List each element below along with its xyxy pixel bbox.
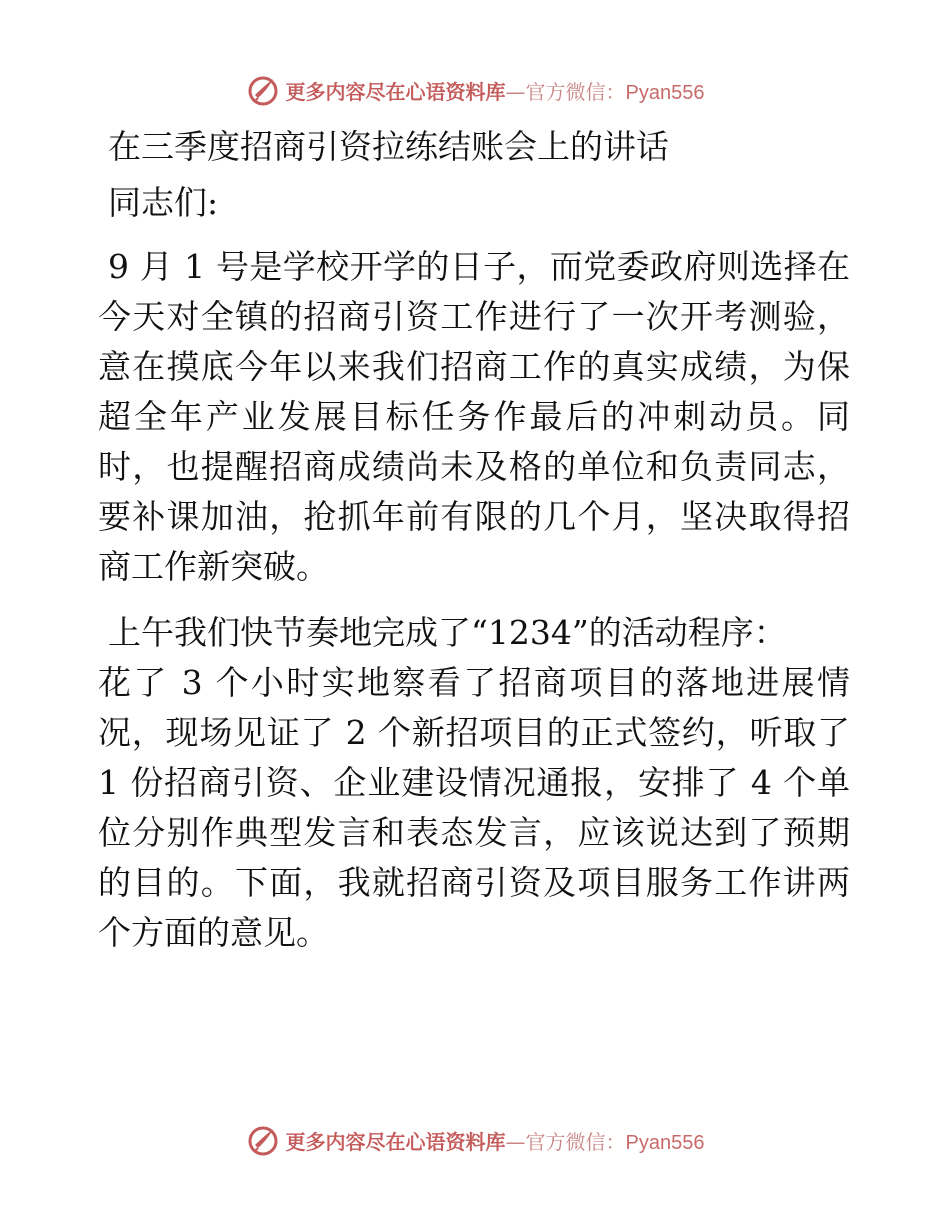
paragraph-line: 个方面的意见。 [98, 913, 329, 952]
watermark-dash: — [505, 1129, 526, 1154]
paragraph-line: 1 份招商引资、企业建设情况通报，安排了 4 个单 [98, 763, 850, 802]
watermark-official: 官方微信： [525, 1129, 626, 1154]
document-salutation: 同志们: [108, 183, 219, 222]
watermark-brand: 更多内容尽在心语资料库 [285, 1129, 506, 1154]
paragraph-1 [98, 242, 850, 592]
paragraph-line: 要补课加油，抢抓年前有限的几个月，坚决取得招 [98, 497, 850, 536]
paragraph-line: 上午我们快节奏地完成了“1234”的活动程序： [108, 613, 787, 652]
watermark-text [286, 1126, 705, 1155]
watermark-dash: — [505, 79, 526, 104]
paragraph-line: 超全年产业发展目标任务作最后的冲刺动员。同 [98, 397, 850, 436]
watermark-wechat-id: Pyan556 [625, 81, 705, 104]
paragraph-line: 意在摸底今年以来我们招商工作的真实成绩，为保 [98, 347, 850, 386]
paragraph-line: 今天对全镇的招商引资工作进行了一次开考测验， [98, 297, 850, 336]
paragraph-line: 况，现场见证了 2 个新招项目的正式签约，听取了 [98, 713, 850, 752]
paragraph-2 [98, 608, 850, 958]
document-body [98, 124, 850, 974]
watermark-text [286, 76, 705, 105]
watermark-official: 官方微信： [525, 79, 626, 104]
paragraph-line: 商工作新突破。 [98, 547, 329, 586]
feather-book-logo-icon [246, 73, 280, 107]
watermark-banner-top [0, 70, 950, 110]
paragraph-line: 位分别作典型发言和表态发言，应该说达到了预期 [98, 813, 850, 852]
watermark-wechat-id: Pyan556 [625, 1131, 705, 1154]
paragraph-line: 花了 3 个小时实地察看了招商项目的落地进展情 [98, 663, 850, 702]
paragraph-line: 9 月 1 号是学校开学的日子，而党委政府则选择在 [108, 247, 850, 286]
document-title: 在三季度招商引资拉练结账会上的讲话 [108, 127, 669, 166]
watermark-brand: 更多内容尽在心语资料库 [285, 79, 506, 104]
feather-book-logo-icon [246, 1123, 280, 1157]
paragraph-line: 时，也提醒招商成绩尚未及格的单位和负责同志， [98, 447, 850, 486]
watermark-banner-bottom [0, 1120, 950, 1160]
paragraph-line: 的目的。下面，我就招商引资及项目服务工作讲两 [98, 863, 850, 902]
